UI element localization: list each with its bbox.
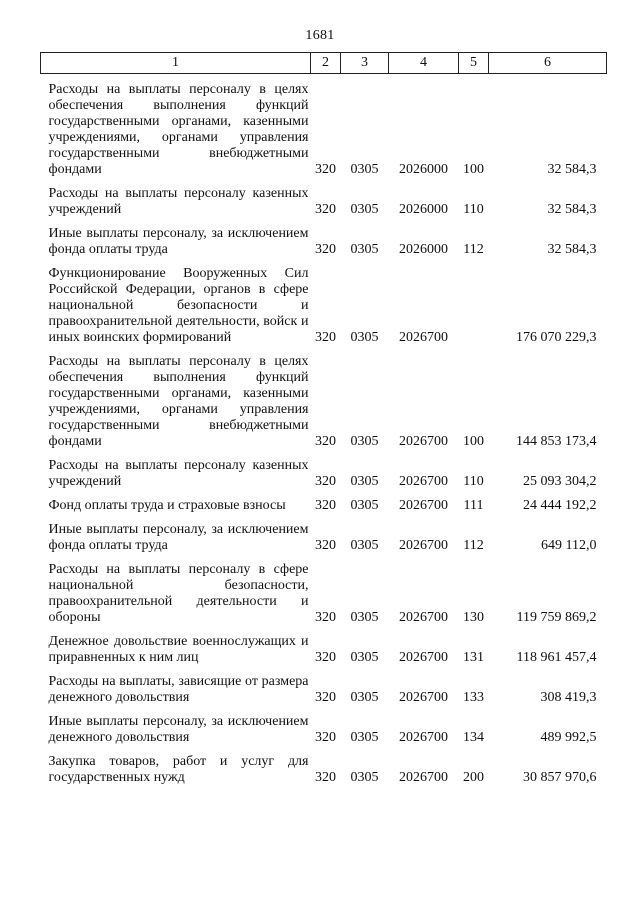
table-header	[41, 53, 607, 74]
row-name: Расходы на выплаты персоналу казенных учреждений	[48, 186, 309, 217]
row-kind: 110	[463, 474, 484, 489]
row-section: 0305	[350, 330, 379, 345]
row-gap	[41, 218, 607, 226]
row-gap	[41, 74, 607, 83]
row-section: 0305	[350, 690, 379, 705]
table-row	[41, 458, 607, 490]
row-name: Фонд оплаты труда и страховые взносы	[48, 498, 286, 513]
row-name: Закупка товаров, работ и услуг для государственных нужд	[48, 754, 309, 785]
row-amount: 32 584,3	[547, 162, 597, 177]
row-ministry: 320	[315, 610, 336, 625]
table-row	[41, 354, 607, 450]
row-amount: 32 584,3	[547, 202, 597, 217]
table-row	[41, 754, 607, 786]
row-name: Расходы на выплаты, зависящие от размера денежного довольствия	[48, 674, 309, 705]
row-section: 0305	[350, 242, 379, 257]
row-section: 0305	[350, 434, 379, 449]
row-section: 0305	[350, 162, 379, 177]
header-row	[41, 53, 607, 74]
row-section: 0305	[350, 498, 379, 513]
row-target: 2026000	[399, 162, 448, 177]
table-row	[41, 634, 607, 666]
header-col-4: 4	[389, 53, 459, 74]
row-kind: 100	[463, 434, 484, 449]
header-col-2: 2	[311, 53, 341, 74]
row-target: 2026700	[399, 610, 448, 625]
row-kind: 134	[463, 730, 484, 745]
row-amount: 32 584,3	[547, 242, 597, 257]
row-target: 2026700	[399, 498, 448, 513]
row-amount: 308 419,3	[540, 690, 597, 705]
row-kind: 112	[463, 538, 484, 553]
table-row	[41, 186, 607, 218]
table-body	[41, 74, 607, 787]
row-name: Денежное довольствие военнослужащих и приравненных к ним лиц	[48, 634, 309, 665]
row-gap	[41, 666, 607, 674]
row-name: Иные выплаты персоналу, за исключением денежного довольствия	[48, 714, 309, 745]
row-ministry: 320	[315, 202, 336, 217]
table-row	[41, 266, 607, 346]
row-gap	[41, 514, 607, 522]
row-target: 2026000	[399, 202, 448, 217]
row-amount: 649 112,0	[541, 538, 597, 553]
row-gap	[41, 706, 607, 714]
row-ministry: 320	[315, 474, 336, 489]
row-ministry: 320	[315, 498, 336, 513]
row-gap	[41, 450, 607, 458]
header-col-5: 5	[459, 53, 489, 74]
row-amount: 489 992,5	[540, 730, 597, 745]
row-amount: 176 070 229,3	[516, 330, 597, 345]
budget-table	[40, 52, 607, 786]
row-kind: 112	[463, 242, 484, 257]
row-kind: 133	[463, 690, 484, 705]
row-gap	[41, 746, 607, 754]
row-name: Иные выплаты персоналу, за исключением фонда оплаты труда	[48, 522, 309, 553]
row-kind: 130	[463, 610, 484, 625]
row-name: Расходы на выплаты персоналу в целях обеспечения выполнения функций государственными органами, казенными учреждениями, органами управления государственными внебюджетными фондами	[48, 354, 309, 449]
row-name: Функционирование Вооруженных Сил Российской Федерации, органов в сфере национальной безопасности и правоохранительной деятельности, войск и иных воинских формирований	[48, 266, 309, 345]
table-row	[41, 522, 607, 554]
row-ministry: 320	[315, 434, 336, 449]
row-amount: 119 759 869,2	[516, 610, 597, 625]
row-gap	[41, 626, 607, 634]
table-row	[41, 498, 607, 514]
row-kind: 111	[463, 498, 484, 513]
row-name: Расходы на выплаты персоналу в целях обеспечения выполнения функций государственными органами, казенными учреждениями, органами управления государственными внебюджетными фондами	[48, 82, 309, 177]
row-ministry: 320	[315, 770, 336, 785]
row-section: 0305	[350, 474, 379, 489]
row-target: 2026700	[399, 434, 448, 449]
row-kind: 131	[463, 650, 484, 665]
row-amount: 25 093 304,2	[523, 474, 597, 489]
table-row	[41, 226, 607, 258]
row-name: Расходы на выплаты персоналу казенных учреждений	[48, 458, 309, 489]
row-gap	[41, 178, 607, 186]
row-section: 0305	[350, 650, 379, 665]
row-target: 2026700	[399, 770, 448, 785]
row-target: 2026700	[399, 538, 448, 553]
row-ministry: 320	[315, 650, 336, 665]
row-section: 0305	[350, 202, 379, 217]
row-ministry: 320	[315, 330, 336, 345]
row-gap	[41, 258, 607, 266]
row-ministry: 320	[315, 162, 336, 177]
row-gap	[41, 490, 607, 498]
row-kind: 110	[463, 202, 484, 217]
row-ministry: 320	[315, 538, 336, 553]
table-row	[41, 562, 607, 626]
row-amount: 30 857 970,6	[523, 770, 597, 785]
row-amount: 144 853 173,4	[516, 434, 597, 449]
row-target: 2026700	[399, 474, 448, 489]
row-ministry: 320	[315, 242, 336, 257]
row-ministry: 320	[315, 690, 336, 705]
row-target: 2026700	[399, 730, 448, 745]
row-amount: 118 961 457,4	[516, 650, 597, 665]
row-section: 0305	[350, 730, 379, 745]
page-number: 1681	[305, 28, 335, 43]
row-gap	[41, 346, 607, 354]
row-target: 2026700	[399, 690, 448, 705]
table-row	[41, 82, 607, 178]
table-row	[41, 674, 607, 706]
row-kind	[459, 266, 489, 346]
header-col-6: 6	[489, 53, 607, 74]
row-target: 2026700	[399, 650, 448, 665]
row-name: Расходы на выплаты персоналу в сфере национальной безопасности, правоохранительной деятельности и обороны	[48, 562, 309, 625]
row-section: 0305	[350, 610, 379, 625]
row-ministry: 320	[315, 730, 336, 745]
row-kind: 200	[463, 770, 484, 785]
table-row	[41, 714, 607, 746]
row-section: 0305	[350, 538, 379, 553]
row-name: Иные выплаты персоналу, за исключением фонда оплаты труда	[48, 226, 309, 257]
row-gap	[41, 554, 607, 562]
row-kind: 100	[463, 162, 484, 177]
header-col-1: 1	[41, 53, 311, 74]
row-target: 2026000	[399, 242, 448, 257]
row-amount: 24 444 192,2	[523, 498, 597, 513]
header-col-3: 3	[341, 53, 389, 74]
row-target: 2026700	[399, 330, 448, 345]
row-section: 0305	[350, 770, 379, 785]
